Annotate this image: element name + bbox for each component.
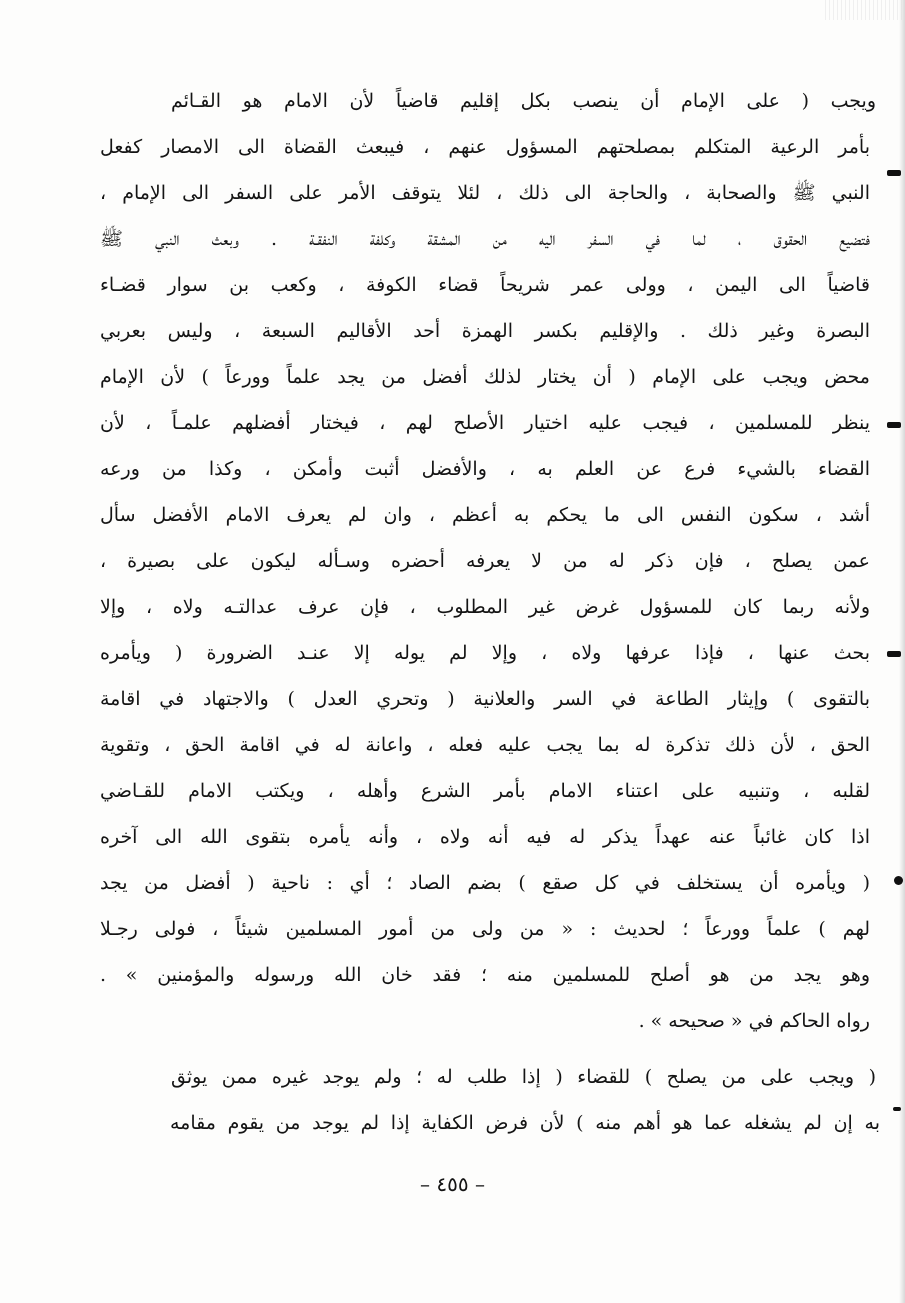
margin-dot bbox=[894, 876, 903, 885]
text-line: به إن لم يشغله عما هو أهم منه ) لأن فرض الكفاية إذا لم يوجد من يقوم مقامه bbox=[170, 1112, 880, 1134]
margin-mark bbox=[887, 651, 901, 657]
text-line: اذا كان غائباً عنه عهداً يذكر له فيه أنه ولاه ، وأنه يأمره بتقوى الله الى آخره bbox=[100, 826, 870, 848]
text-line: أشد ، سكون النفس الى ما يحكم به أعظم ، وان لم يعرف الامام الأفضل سأل bbox=[100, 504, 870, 526]
text-line: قاضياً الى اليمن ، وولى عمر شريحاً قضاء الكوفة ، وكعب بن سوار قضـاء bbox=[100, 274, 870, 296]
scan-corner-noise bbox=[825, 0, 905, 20]
text-line: ( ويأمره أن يستخلف في كل صقع ) بضم الصاد ؛ أي : ناحية ( أفضل من يجد bbox=[100, 872, 870, 894]
second-paragraph bbox=[100, 1054, 880, 1146]
text-line: محض ويجب على الإمام ( أن يختار لذلك أفضل من يجد علماً وورعاً ) لأن الإمام bbox=[100, 366, 870, 388]
text-line: القضاء بالشيء فرع عن العلم به ، والأفضل أثبت وأمكن ، وكذا من ورعه bbox=[100, 458, 870, 480]
text-line: ويجب ( على الإمام أن ينصب بكل إقليم قاضياً لأن الامام هو القـائم bbox=[171, 90, 876, 112]
text-line: ولأنه ربما كان للمسؤول غرض غير المطلوب ، فإن عرف عدالتـه ولاه ، وإلا bbox=[100, 596, 870, 618]
text-line: ينظر للمسلمين ، فيجب عليه اختيار الأصلح لهم ، فيختار أفضلهم علمـاً ، لأن bbox=[100, 412, 870, 434]
text-line: البصرة وغير ذلك . والإقليم بكسر الهمزة أحد الأقاليم السبعة ، وليس بعربي bbox=[100, 320, 870, 342]
text-line: النبي ﷺ والصحابة ، والحاجة الى ذلك ، لئلا يتوقف الأمر على السفر الى الإمام ، bbox=[100, 182, 870, 204]
text-line: فتضيع الحقوق ، لما في السفر اليه من المشقة وكلفة النفقـة . وبعث النبي ﷺ bbox=[100, 228, 870, 250]
text-line: رواه الحاكم في « صحيحه » . bbox=[638, 1010, 870, 1032]
text-line: بحث عنها ، فإذا عرفها ولاه ، وإلا لم يوله إلا عنـد الضرورة ( ويأمره bbox=[100, 642, 870, 664]
text-line: ( ويجب على من يصلح ) للقضاء ( إذا طلب له ؛ ولم يوجد غيره ممن يوثق bbox=[171, 1066, 876, 1088]
page-number: – ٤٥٥ – bbox=[420, 1172, 485, 1196]
text-line: بأمر الرعية المتكلم بمصلحتهم المسؤول عنهم ، فيبعث القضاة الى الامصار كفعل bbox=[100, 136, 870, 158]
text-line: بالتقوى ) وإيثار الطاعة في السر والعلانية ( وتحري العدل ) والاجتهاد في اقامة bbox=[100, 688, 870, 710]
margin-mark bbox=[887, 170, 901, 176]
text-line: وهو يجد من هو أصلح للمسلمين منه ؛ فقد خان الله ورسوله والمؤمنين » . bbox=[100, 964, 870, 986]
main-paragraph bbox=[100, 78, 876, 1048]
margin-mark bbox=[887, 422, 901, 428]
text-line: لقلبه ، وتنبيه على اعتناء الامام بأمر الشرع وأهله ، ويكتب الامام للقـاضي bbox=[100, 780, 870, 802]
margin-mark bbox=[893, 1107, 901, 1111]
text-line: لهم ) علماً وورعاً ؛ لحديث : « من ولى من أمور المسلمين شيئاً ، فولى رجـلا bbox=[100, 918, 870, 940]
text-line: عمن يصلح ، فإن ذكر له من لا يعرفه أحضره وسـأله ليكون على بصيرة ، bbox=[100, 550, 870, 572]
text-line: الحق ، لأن ذلك تذكرة له بما يجب عليه فعله ، واعانة له في اقامة الحق ، وتقوية bbox=[100, 734, 870, 756]
